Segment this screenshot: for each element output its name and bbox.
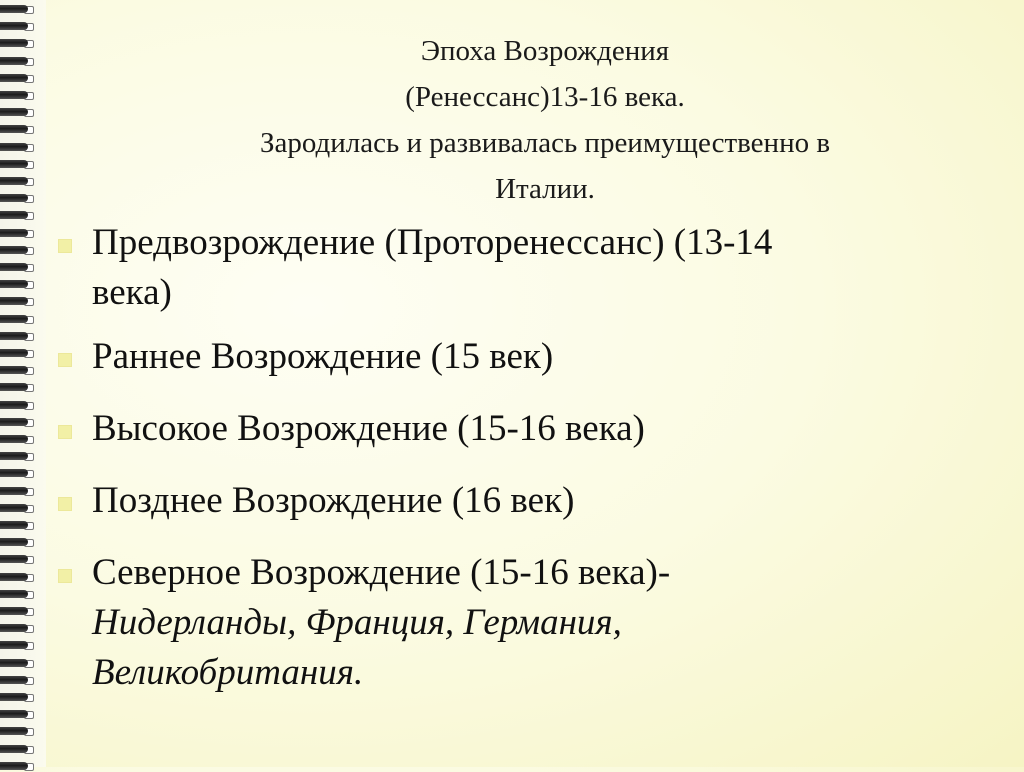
spiral-ring-icon — [0, 210, 34, 221]
spiral-wire — [0, 693, 28, 701]
spiral-wire — [0, 676, 28, 684]
spiral-ring-icon — [0, 486, 34, 497]
spiral-wire — [0, 418, 28, 426]
spiral-wire — [0, 745, 28, 753]
spiral-wire — [0, 108, 28, 116]
list-item-late-renaissance — [58, 476, 988, 526]
spiral-ring-icon — [0, 400, 34, 411]
title-line: Италии. — [495, 173, 595, 205]
bullet-square-icon — [58, 239, 72, 253]
spiral-ring-icon — [0, 365, 34, 376]
spiral-wire — [0, 177, 28, 185]
spiral-wire — [0, 452, 28, 460]
spiral-wire — [0, 590, 28, 598]
list-item-countries: Великобритания. — [92, 652, 364, 693]
spiral-wire — [0, 5, 28, 13]
bullet-square-icon — [58, 497, 72, 511]
spiral-ring-icon — [0, 73, 34, 84]
spiral-wire — [0, 383, 28, 391]
spiral-ring-icon — [0, 279, 34, 290]
spiral-wire — [0, 22, 28, 30]
list-item-countries: Нидерланды, Франция, Германия, — [92, 602, 622, 643]
spiral-ring-icon — [0, 124, 34, 135]
spiral-wire — [0, 280, 28, 288]
spiral-ring-icon — [0, 623, 34, 634]
spiral-ring-icon — [0, 176, 34, 187]
spiral-wire — [0, 521, 28, 529]
list-item-early-renaissance — [58, 332, 988, 382]
spiral-wire — [0, 762, 28, 770]
spiral-wire — [0, 487, 28, 495]
bullet-square-icon — [58, 353, 72, 367]
spiral-ring-icon — [0, 537, 34, 548]
spiral-ring-icon — [0, 90, 34, 101]
list-item-proto-renaissance — [58, 218, 988, 318]
list-item-text: Раннее Возрождение (15 век) — [92, 336, 554, 377]
spiral-ring-icon — [0, 262, 34, 273]
list-item-text: Предвозрождение (Проторенессанс) (13-14 — [92, 222, 773, 263]
spiral-wire — [0, 91, 28, 99]
spiral-wire — [0, 624, 28, 632]
spiral-wire — [0, 125, 28, 133]
bullet-square-icon — [58, 425, 72, 439]
spiral-wire — [0, 469, 28, 477]
spiral-wire — [0, 435, 28, 443]
spiral-wire — [0, 246, 28, 254]
spiral-wire — [0, 349, 28, 357]
spiral-ring-icon — [0, 159, 34, 170]
spiral-wire — [0, 401, 28, 409]
spiral-ring-icon — [0, 606, 34, 617]
spiral-ring-icon — [0, 589, 34, 600]
spiral-ring-icon — [0, 4, 34, 15]
spiral-ring-icon — [0, 348, 34, 359]
spiral-wire — [0, 211, 28, 219]
title-line: (Ренессанс)13-16 века. — [405, 81, 685, 113]
spiral-wire — [0, 366, 28, 374]
list-item-text: века) — [92, 272, 172, 313]
spiral-wire — [0, 555, 28, 563]
title-line: Зародилась и развивалась преимущественно в — [259, 127, 831, 159]
spiral-ring-icon — [0, 21, 34, 32]
spiral-ring-icon — [0, 228, 34, 239]
spiral-ring-icon — [0, 675, 34, 686]
spiral-ring-icon — [0, 554, 34, 565]
spiral-wire — [0, 315, 28, 323]
spiral-ring-icon — [0, 451, 34, 462]
spiral-wire — [0, 504, 28, 512]
list-item-text: Позднее Возрождение (16 век) — [92, 480, 575, 521]
spiral-ring-icon — [0, 744, 34, 755]
spiral-ring-icon — [0, 572, 34, 583]
spiral-ring-icon — [0, 692, 34, 703]
spiral-wire — [0, 263, 28, 271]
spiral-ring-icon — [0, 503, 34, 514]
bullet-square-icon — [58, 569, 72, 583]
title-line: Эпоха Возрождения — [420, 35, 670, 67]
spiral-ring-icon — [0, 331, 34, 342]
spiral-ring-icon — [0, 296, 34, 307]
spiral-wire — [0, 641, 28, 649]
spiral-wire — [0, 229, 28, 237]
spiral-ring-icon — [0, 417, 34, 428]
spiral-wire — [0, 74, 28, 82]
spiral-ring-icon — [0, 658, 34, 669]
spiral-wire — [0, 194, 28, 202]
notebook-spiral-binding — [0, 0, 46, 767]
spiral-wire — [0, 538, 28, 546]
spiral-ring-icon — [0, 434, 34, 445]
list-item-text: Северное Возрождение (15-16 века)- — [92, 552, 671, 593]
spiral-ring-icon — [0, 726, 34, 737]
spiral-ring-icon — [0, 193, 34, 204]
spiral-wire — [0, 659, 28, 667]
spiral-ring-icon — [0, 142, 34, 153]
spiral-wire — [0, 573, 28, 581]
spiral-ring-icon — [0, 520, 34, 531]
period-list — [58, 218, 988, 698]
slide-title — [90, 28, 1000, 212]
spiral-wire — [0, 143, 28, 151]
spiral-wire — [0, 710, 28, 718]
spiral-ring-icon — [0, 382, 34, 393]
spiral-wire — [0, 297, 28, 305]
spiral-wire — [0, 727, 28, 735]
list-item-high-renaissance — [58, 404, 988, 454]
spiral-ring-icon — [0, 56, 34, 67]
spiral-ring-icon — [0, 245, 34, 256]
list-item-text: Высокое Возрождение (15-16 века) — [92, 408, 645, 449]
list-item-northern-renaissance — [58, 548, 988, 698]
spiral-ring-icon — [0, 314, 34, 325]
spiral-wire — [0, 607, 28, 615]
spiral-ring-icon — [0, 709, 34, 720]
spiral-ring-icon — [0, 468, 34, 479]
spiral-wire — [0, 57, 28, 65]
spiral-wire — [0, 39, 28, 47]
spiral-wire — [0, 160, 28, 168]
spiral-ring-icon — [0, 38, 34, 49]
spiral-wire — [0, 332, 28, 340]
spiral-ring-icon — [0, 107, 34, 118]
spiral-ring-icon — [0, 640, 34, 651]
